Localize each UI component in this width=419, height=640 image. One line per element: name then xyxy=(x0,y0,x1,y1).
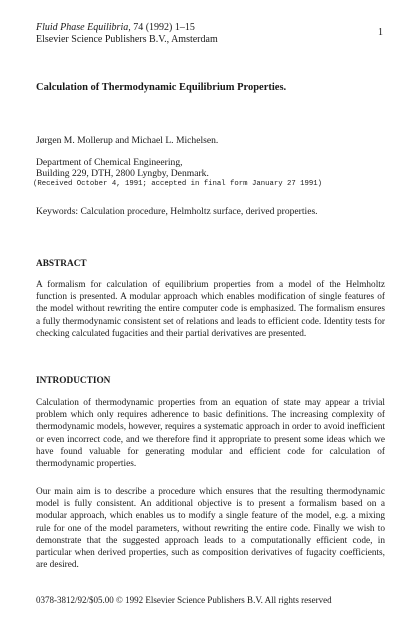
journal-name: Fluid Phase Equilibria, xyxy=(36,22,131,33)
abstract-text: A formalism for calculation of equilibrium properties from a model of the Helmholtz function is presented. A modular approach which enables modification of single features of the model without rewriting the entire computer code is emphasized. The formalism ensures a fully thermodynamic consistent set of relations and leads to efficient code. Identity tests for checking calculated fugacities and their partial derivatives are presented. xyxy=(36,280,385,339)
keywords: Keywords: Calculation procedure, Helmholtz surface, derived properties. xyxy=(36,206,318,217)
abstract-heading: ABSTRACT xyxy=(36,259,87,269)
introduction-paragraph-1: Calculation of thermodynamic properties from an equation of state may appear a trivial problem which only requires adherence to basic definitions. The increasing complexity of thermodynamic models, however, requires a systematic approach in order to avoid inefficient or even incorrect code, and we therefore find it appropriate to present some ideas which we have found valuable for generating modular and efficient code for calculation of thermodynamic properties. xyxy=(36,398,385,470)
affiliation xyxy=(36,157,209,179)
journal-volume: 74 (1992) 1–15 xyxy=(133,22,195,33)
authors: Jørgen M. Mollerup and Michael L. Michelsen. xyxy=(36,135,219,146)
journal-header xyxy=(36,22,218,46)
affiliation-department: Department of Chemical Engineering, xyxy=(36,157,183,168)
copyright-footer: 0378-3812/92/$05.00 © 1992 Elsevier Science Publishers B.V. All rights reserved xyxy=(36,595,332,605)
introduction-paragraph-2: Our main aim is to describe a procedure which ensures that the resulting thermodynamic model is fully consistent. An additional objective is to present a formalism based on a modular approach, which enables us to modify a single feature of the model, e.g. a mixing rule for one of the model parameters, without rewriting the entire code. Finally we wish to demonstrate that the suggested approach leads to a computationally efficient code, in particular when derived properties, such as composition derivatives of fugacity coefficients, are desired. xyxy=(36,487,385,571)
publisher-line: Elsevier Science Publishers B.V., Amsterdam xyxy=(36,34,218,45)
received-dates: (Received October 4, 1991; accepted in final form January 27 1991) xyxy=(33,180,323,188)
article-title: Calculation of Thermodynamic Equilibrium Properties. xyxy=(36,82,287,93)
affiliation-address: Building 229, DTH, 2800 Lyngby, Denmark. xyxy=(36,168,209,179)
introduction-heading: INTRODUCTION xyxy=(36,376,111,386)
page-number: 1 xyxy=(378,27,383,38)
